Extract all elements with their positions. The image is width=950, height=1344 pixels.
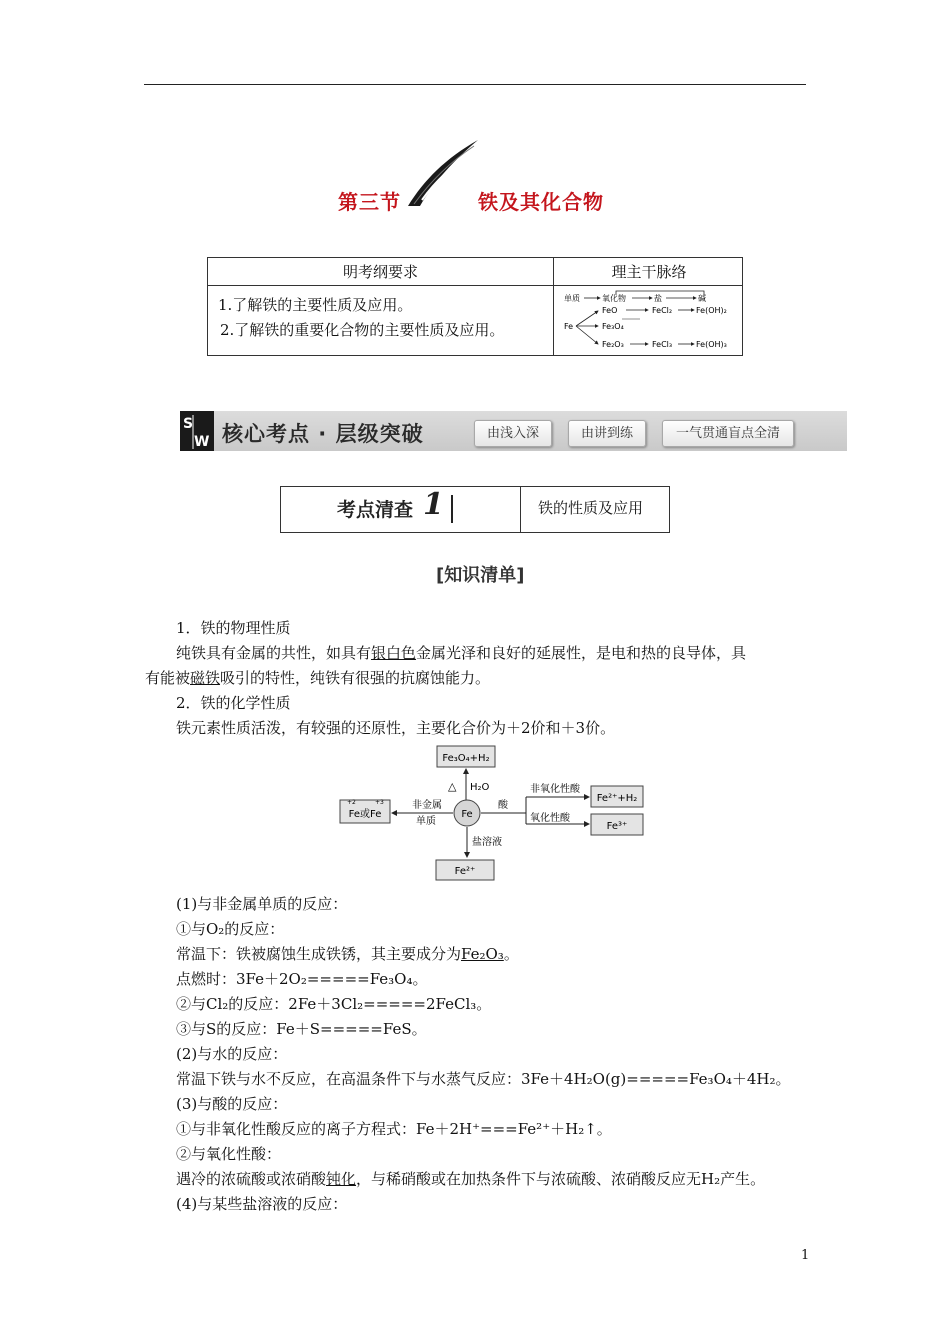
section-topic: 铁及其化合物 [478, 190, 604, 214]
subsection-title: 1．铁的物理性质 [176, 619, 291, 637]
sw-logo [180, 411, 214, 451]
element-label: 单质 [416, 816, 436, 827]
mindmap-oxide: Fe₃O₄ [602, 322, 624, 331]
table-head-requirements: 明考纲要求 [342, 263, 418, 281]
delta-symbol: △ [448, 780, 457, 793]
product-box-top: Fe₃O₄+H₂ [442, 753, 490, 764]
paragraph: 纯铁具有金属的共性，如具有银白色金属光泽和良好的延展性，是电和热的良导体，具 [176, 644, 747, 662]
page-number: 1 [801, 1248, 810, 1263]
reaction-heading: (1)与非金属单质的反应： [176, 895, 348, 913]
mindmap-salt: FeCl₃ [652, 340, 673, 349]
mindmap-label: 碱 [698, 294, 706, 303]
mindmap-label: 盐 [654, 294, 662, 303]
mindmap-label: 氧化物 [602, 294, 626, 303]
product-box-bottom: Fe²⁺ [454, 866, 476, 877]
reaction-line: 常温下：铁被腐蚀生成铁锈，其主要成分为Fe₂O₃。 [176, 945, 519, 963]
mindmap-oxide: Fe₂O₃ [602, 340, 624, 349]
table-head-mainline: 理主干脉络 [611, 263, 687, 281]
banner-title: 核心考点 · 层级突破 [222, 422, 424, 446]
mindmap-fe: Fe [564, 322, 574, 331]
product-box-left: Fe或Fe [348, 809, 382, 820]
product-box-right-2: Fe³⁺ [606, 821, 628, 832]
product-box-right-1: Fe²⁺+H₂ [596, 793, 638, 804]
mindmap-oxide: FeO [602, 306, 618, 315]
oxidizing-acid-label: 氧化性酸 [530, 813, 570, 824]
nonoxidizing-acid-label: 非氧化性酸 [530, 784, 580, 795]
water-label: H₂O [470, 782, 490, 793]
valence-plus3: +3 [375, 799, 384, 806]
valence-plus2: +2 [347, 799, 356, 806]
mindmap-base: Fe(OH)₃ [696, 340, 727, 349]
salt-solution-label: 盐溶液 [472, 837, 502, 848]
sw-logo-icon [180, 411, 214, 451]
kaodian-box [280, 486, 670, 533]
iron-reaction-diagram [330, 740, 660, 885]
reaction-line: ①与非氧化性酸反应的离子方程式：Fe＋2H⁺===Fe²⁺＋H₂↑。 [176, 1120, 612, 1138]
kaodian-label: 考点清查 [337, 499, 414, 521]
reaction-line: 常温下铁与水不反应，在高温条件下与水蒸气反应：3Fe＋4H₂O(g)=====Fe₃O₄＋4H₂。 [176, 1070, 791, 1088]
iron-center: Fe [461, 809, 473, 820]
section-number: 第三节 [338, 190, 401, 214]
reaction-heading: (4)与某些盐溶液的反应： [176, 1195, 348, 1213]
reaction-line: 点燃时：3Fe＋2O₂=====Fe₃O₄。 [176, 970, 428, 988]
mindmap-diagram [560, 289, 742, 353]
svg-text:W: W [194, 434, 210, 450]
paragraph: 铁元素性质活泼，有较强的还原性，主要化合价为＋2价和＋3价。 [176, 719, 616, 737]
reaction-heading: (3)与酸的反应： [176, 1095, 288, 1113]
requirements-table [207, 257, 743, 356]
pill-clear-blind-spots: 一气贯通盲点全清 [662, 420, 794, 447]
paragraph: 有能被磁铁吸引的特性，纯铁有很强的抗腐蚀能力。 [145, 669, 491, 687]
reaction-line: ③与S的反应：Fe＋S=====FeS。 [176, 1020, 427, 1038]
kaodian-number: 1 [423, 487, 444, 522]
pill-lecture-to-practice: 由讲到练 [568, 420, 646, 447]
requirement-item: 1.了解铁的主要性质及应用。 [218, 296, 413, 314]
knowledge-list-heading: [知识清单] [436, 565, 525, 586]
mindmap-salt: FeCl₂ [652, 306, 673, 315]
svg-text:S: S [183, 416, 194, 432]
reaction-line: ②与氧化性酸： [176, 1145, 282, 1163]
swoosh-decoration-icon [400, 138, 480, 210]
kaodian-topic: 铁的性质及应用 [538, 499, 644, 517]
subsection-title: 2．铁的化学性质 [176, 694, 291, 712]
reaction-line: ②与Cl₂的反应：2Fe＋3Cl₂=====2FeCl₃。 [176, 995, 492, 1013]
nonmetal-label: 非金属 [412, 800, 442, 811]
reaction-line: 遇冷的浓硫酸或浓硝酸钝化，与稀硝酸或在加热条件下与浓硫酸、浓硝酸反应无H₂产生。 [176, 1170, 766, 1188]
pill-shallow-to-deep: 由浅入深 [474, 420, 552, 447]
mindmap-base: Fe(OH)₂ [696, 306, 727, 315]
mindmap-label: 单质 [564, 294, 580, 303]
acid-label: 酸 [498, 800, 508, 811]
requirement-item: 2.了解铁的重要化合物的主要性质及应用。 [220, 321, 505, 339]
reaction-heading: (2)与水的反应： [176, 1045, 288, 1063]
reaction-line: ①与O₂的反应： [176, 920, 285, 938]
header-rule [144, 84, 806, 85]
